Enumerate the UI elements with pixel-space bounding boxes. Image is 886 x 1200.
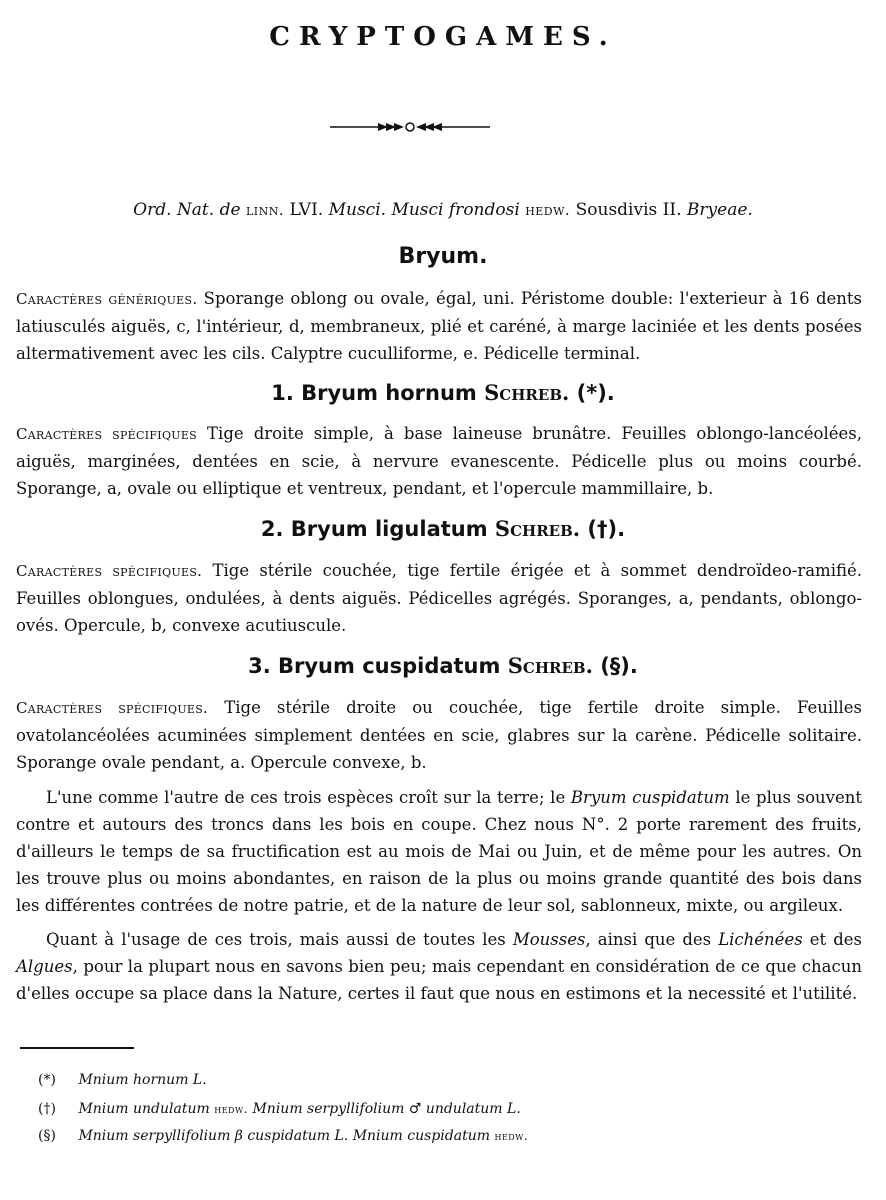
ord-part-3: LVI.	[289, 200, 324, 220]
footnote-2: (†) Mnium undulatum hedw. Mnium serpyllifolium ♂ undulatum L.	[38, 1101, 521, 1117]
footnote-3: (§) Mnium serpyllifolium β cuspidatum L. Mnium cuspidatum hedw.	[38, 1128, 529, 1144]
species-1-description	[16, 420, 862, 502]
genus-description	[16, 285, 862, 367]
footnote-rule	[20, 1047, 134, 1049]
body-paragraph-2: Quant à l'usage de ces trois, mais aussi de toutes les Mousses, ainsi que des Lichénées et des Algues, pour la plupart nous en savons bien peu; mais cependant en considération de ce que chacun d'elles occupe sa place dans la Nature, certes il faut que nous en estimons et la necessité et l'utilité.	[16, 930, 862, 1003]
species-3-title: 3. Bryum cuspidatum Schreb. (§).	[248, 653, 638, 678]
species-3-description	[16, 694, 862, 776]
ornament-divider	[330, 120, 490, 134]
species-1-title: 1. Bryum hornum Schreb. (*).	[271, 380, 615, 405]
species-3-text: Tige stérile droite ou couchée, tige fertile droite simple. Feuilles ovatolancéolées acuminées simplement dentées en scie, glabres sur la carène. Pédicelle solitaire. Sporange ovale pendant, a. Opercule convexe, b.	[16, 698, 862, 772]
ord-part-5: Musci frondosi	[391, 200, 520, 220]
genus-title: Bryum.	[398, 244, 488, 269]
species-2-text: Tige stérile couchée, tige fertile érigée et à sommet dendroïdeo-ramifié. Feuilles oblongues, ondulées, à dents aiguës. Pédicelles agrégés. Sporanges, a, pendants, oblongo-ovés. Opercule, b, convexe acutiuscule.	[16, 561, 862, 635]
genus-label: Caractères génériques.	[16, 290, 198, 308]
species-2-label: Caractères spécifiques.	[16, 562, 203, 580]
species-2-description	[16, 557, 862, 639]
ord-part-7: Sousdivis II.	[575, 200, 682, 220]
species-3-label: Caractères spécifiques.	[16, 699, 209, 717]
ord-part-6: hedw.	[525, 201, 571, 219]
body-paragraph-1: L'une comme l'autre de ces trois espèces croît sur la terre; le Bryum cuspidatum le plus souvent contre et autours des troncs dans les bois en coupe. Chez nous N°. 2 porte rarement des fruits, d'ailleurs le temps de sa fructification est au mois de Mai ou Juin, et de même pour les autres. On les trouve plus ou moins abondantes, en raison de la plus ou moins grande quantité des bois dans les différentes contrées de notre patrie, et de la nature de leur sol, sablonneux, mixte, ou argileux.	[16, 788, 862, 915]
ord-part-1: Ord. Nat. de	[133, 200, 241, 220]
species-1-text: Tige droite simple, à base laineuse brunâtre. Feuilles oblongo-lancéolées, aiguës, marginées, dentées en scie, à nervure evanescente. Pédicelle plus ou moins courbé. Sporange, a, ovale ou elliptique et ventreux, pendant, et l'opercule mammillaire, b.	[16, 424, 862, 498]
page-title: CRYPTOGAMES.	[269, 22, 617, 52]
species-2-title: 2. Bryum ligulatum Schreb. (†).	[260, 516, 626, 541]
genus-text: Sporange oblong ou ovale, égal, uni. Péristome double: l'exterieur à 16 dents latiusculés aiguës, c, l'intérieur, d, membraneux, plié et caréné, à marge laciniée et les dents posées altermativement avec les cils. Calyptre cuculliforme, e. Pédicelle terminal.	[16, 289, 863, 363]
classification-line	[0, 200, 886, 220]
ord-part-2: linn.	[245, 201, 285, 219]
species-1-label: Caractères spécifiques	[16, 425, 197, 443]
ord-part-8: Bryeae.	[686, 200, 753, 220]
ord-part-4: Musci.	[328, 200, 387, 220]
footnote-1: (*) Mnium hornum L.	[38, 1072, 207, 1088]
